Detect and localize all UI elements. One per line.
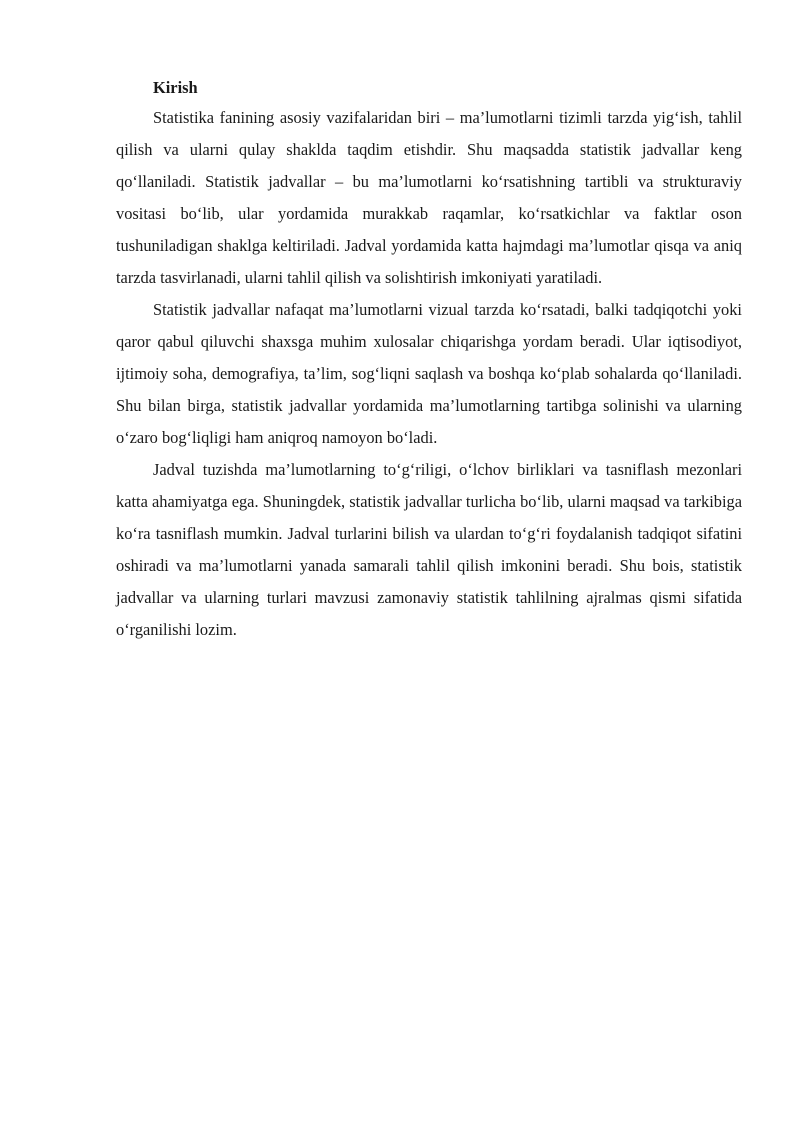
- section-heading: Kirish: [153, 78, 198, 97]
- paragraph-3: Jadval tuzishda ma’lumotlarning to‘g‘riligi, o‘lchov birliklari va tasniflash mezonlari katta ahamiyatga ega. Shuningdek, statistik jadvallar turlicha bo‘lib, ularni maqsad va tarkibiga ko‘ra tasniflash mumkin. Jadval turlarini bilish va ulardan to‘g‘ri foydalanish tadqiqot sifatini oshiradi va ma’lumotlarni yanada samarali tahlil qilish imkonini beradi. Shu bois, statistik jadvallar va ularning turlari mavzusi zamonaviy statistik tahlilning ajralmas qismi sifatida o‘rganilishi lozim.: [116, 460, 742, 639]
- paragraph-1: Statistika fanining asosiy vazifalaridan biri – ma’lumotlarni tizimli tarzda yig‘ish, tahlil qilish va ularni qulay shaklda taqdim etishdir. Shu maqsadda statistik jadvallar keng qo‘llaniladi. Statistik jadvallar – bu ma’lumotlarni ko‘rsatishning tartibli va strukturaviy vositasi bo‘lib, ular yordamida murakkab raqamlar, ko‘rsatkichlar va faktlar oson tushuniladigan shaklga keltiriladi. Jadval yordamida katta hajmdagi ma’lumotlar qisqa va aniq tarzda tasvirlanadi, ularni tahlil qilish va solishtirish imkoniyati yaratiladi.: [116, 108, 742, 287]
- paragraph-2: Statistik jadvallar nafaqat ma’lumotlarni vizual tarzda ko‘rsatadi, balki tadqiqotchi yoki qaror qabul qiluvchi shaxsga muhim xulosalar chiqarishga yordam beradi. Ular iqtisodiyot, ijtimoiy soha, demografiya, ta’lim, sog‘liqni saqlash va boshqa ko‘plab sohalarda qo‘llaniladi. Shu bilan birga, statistik jadvallar yordamida ma’lumotlarning tartibga solinishi va ularning o‘zaro bog‘liqligi ham aniqroq namoyon bo‘ladi.: [116, 300, 742, 447]
- document-body: [116, 74, 742, 646]
